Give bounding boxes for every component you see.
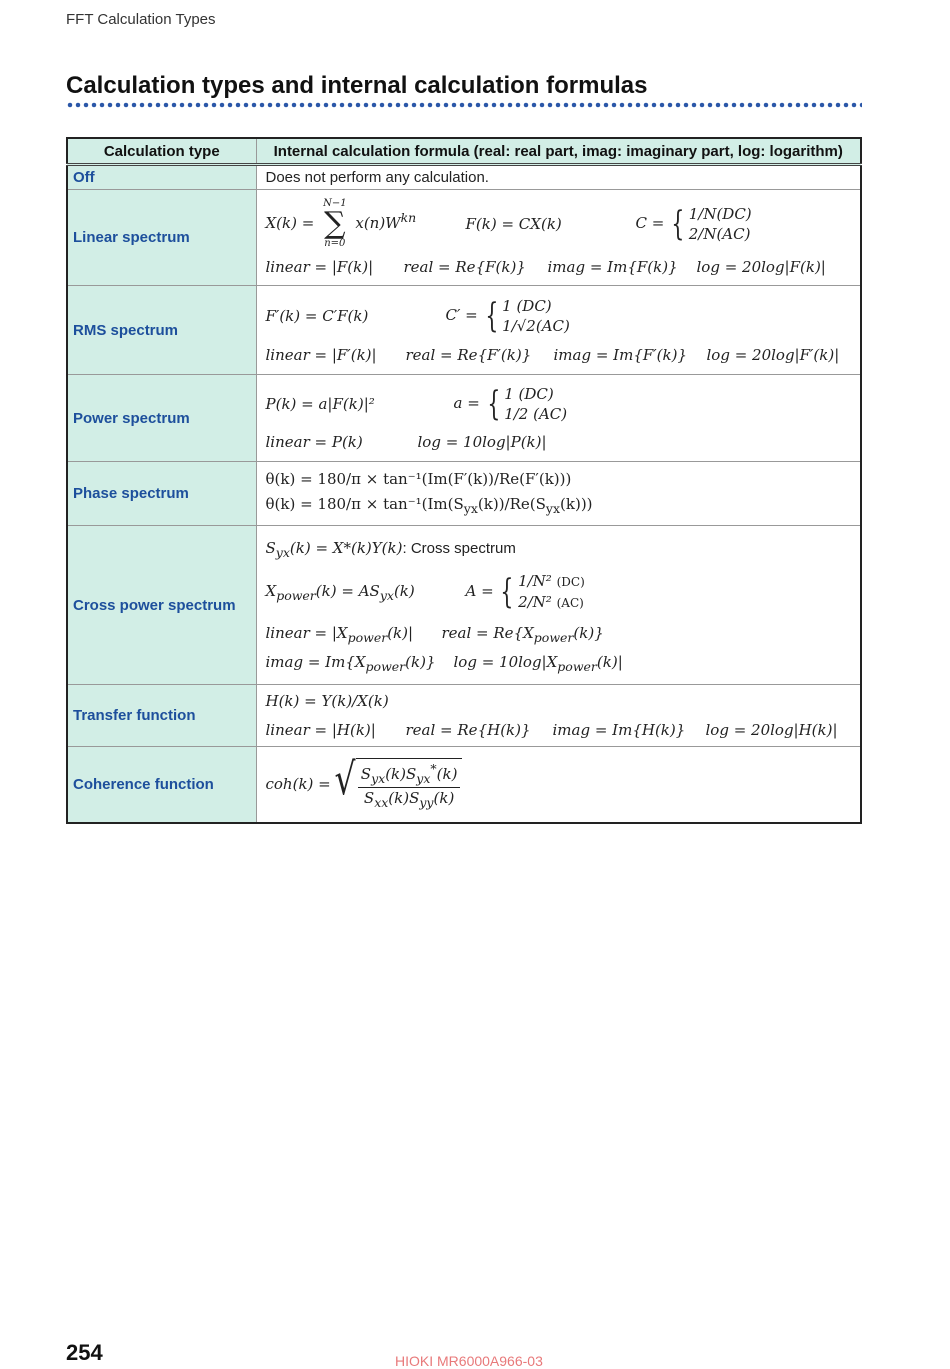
formula-line [266,195,857,253]
dft-formula [266,199,466,249]
math-text: real = Re{X [441,624,534,642]
formula-line [266,253,857,281]
formula-cell [256,375,861,462]
table-header-row [67,138,861,165]
math-text: (k)| [596,653,623,671]
formula-line [265,754,857,811]
math-text [442,624,604,645]
formula-cell [256,747,861,823]
column-header-type: Calculation type [67,138,256,165]
formula-line: H(k) = Y(k)/X(k) [265,691,389,710]
math-text: log = 10log|P(k)| [417,433,547,451]
formula-cell [256,190,861,286]
math-subscript: power [533,630,574,645]
coefficient-c: C = { 1/N(DC) 2/N(AC) [635,203,752,244]
formula-line [266,291,857,341]
document-code: HIOKI MR6000A966-03 [395,1353,543,1369]
type-cell: Off [67,165,256,190]
math-text [266,582,466,603]
math-text: A = [465,582,499,600]
row-phase-spectrum [67,462,861,526]
math-text: (k)} [405,653,436,671]
section-title: Calculation types and internal calculation formulas [66,72,648,99]
math-text: C = [635,213,670,232]
coefficient-a: A = { 1/N² (DC) 2/N² (AC) [465,572,585,612]
type-cell: Cross power spectrum [67,526,256,685]
type-cell: RMS spectrum [67,286,256,375]
formula-cell [256,286,861,375]
math-text: F′(k) = C′F(k) [265,307,369,325]
formula-line [266,341,857,369]
type-cell: Power spectrum [67,375,256,462]
coherence-fraction: $\frac{S_{yx}(k)S_{yx}^*(k)}{S_{xx}(k)S_{yy}(k)}$ [358,761,461,810]
row-rms-spectrum [67,286,861,375]
formula-cell [256,462,861,526]
formula-table [66,137,862,824]
math-text: linear = |X [265,624,348,642]
math-text: C′ = [445,306,483,324]
math-text: X(k) = [265,213,320,232]
math-subscript: yx [379,587,394,603]
math-text: (k) = AS [315,581,380,600]
math-text [266,653,454,674]
math-text: linear = |F(k)| [265,257,374,276]
formula-line [266,492,857,521]
sum-symbol: N−1 ∑ n=0 [323,197,347,249]
math-superscript: kn [400,209,417,225]
math-text: X [265,581,277,600]
case-dc: 1/N(DC) [688,204,752,223]
formula-cell [256,165,861,190]
math-text: linear = |F′(k)| [265,346,377,364]
page-number: 254 [66,1340,103,1365]
coefficient-c-prime: C′ = { 1 (DC) 1/√2(AC) [445,296,570,336]
math-text: log = 20log|F′(k)| [706,346,840,364]
math-text: linear = P(k) [265,433,363,451]
math-text: real = Re{H(k)} [405,721,531,739]
column-header-formula: Internal calculation formula (real: real part, imag: imaginary part, log: logarithm) [256,138,861,165]
math-text: (k) = X*(k)Y(k) [289,539,403,557]
math-subscript: yx [275,545,290,560]
case-ac: 1/2 (AC) [504,405,568,423]
formula-line: θ(k) = 180/π × tan⁻¹(Im(F′(k))/Re(F′(k))) [265,469,572,488]
formula-line [266,564,857,620]
formula-line [266,380,857,428]
math-text: imag = Im{F(k)} [547,257,678,276]
math-text: F(k) = CX(k) [465,214,562,233]
type-cell: Coherence function [67,747,256,823]
row-linear-spectrum [67,190,861,286]
cross-spectrum-note: : Cross spectrum [402,540,516,557]
math-text: imag = Im{H(k)} [552,721,686,739]
math-subscript: power [276,587,316,603]
math-text: S [265,539,276,557]
math-text: coh(k) = [265,775,331,794]
case-dc: 1 (DC) [504,385,554,403]
off-note: Does not perform any calculation. [265,168,489,186]
math-subscript: power [347,630,388,645]
math-text: θ(k) = 180/π × tan⁻¹(Im(S [265,494,464,513]
math-text: x(n)W [355,213,401,232]
sum-upper-limit: N−1 [323,197,347,209]
math-text: log = 20log|F(k)| [696,257,826,276]
sum-lower-limit: n=0 [324,237,346,249]
row-power-spectrum [67,375,861,462]
running-header: FFT Calculation Types [66,11,216,28]
math-subscript: power [557,659,597,674]
math-text: log = 10log|X [453,653,558,671]
math-text: (k))) [560,494,593,513]
math-text: imag = Im{F′(k)} [553,346,688,364]
math-text [266,624,442,645]
row-off [67,165,861,190]
case-dc-label: (DC) [556,575,585,589]
formula-line [266,620,857,649]
formula-line [266,428,857,456]
formula-line [266,716,857,745]
case-ac-label: (AC) [556,596,584,610]
case-ac: 2/N² [518,593,552,611]
math-text: imag = Im{X [265,653,366,671]
math-subscript: yx [463,500,478,516]
math-text: (k))/Re(S [477,494,546,513]
dotted-rule [66,101,862,109]
row-cross-power-spectrum [67,526,861,685]
math-text: (k) [393,581,415,600]
math-text: (k)| [387,624,414,642]
math-text: (k)} [573,624,604,642]
row-transfer-function [67,685,861,747]
math-subscript: yx [545,500,561,516]
math-text: real = Re{F(k)} [403,257,526,276]
type-cell: Linear spectrum [67,190,256,286]
math-subscript: power [365,659,406,674]
math-text: P(k) = a|F(k)|² [265,395,375,413]
coefficient-a: a = { 1 (DC) 1/2 (AC) [453,384,568,424]
formula-line [266,532,857,564]
case-ac: 1/√2(AC) [502,317,570,335]
square-root: √ $\frac{S_{yx}(k)S_{yx}^*(k)}{S_{xx}(k)S_{yy}(k)}$ [331,758,463,810]
type-cell: Phase spectrum [67,462,256,526]
row-coherence-function [67,747,861,823]
math-text: linear = |H(k)| [265,721,376,739]
math-text [454,653,623,674]
formula-line [266,649,857,678]
formula-cell [256,685,861,747]
math-text: log = 20log|H(k)| [705,721,838,739]
math-text: real = Re{F′(k)} [405,346,532,364]
case-dc: 1/N² [518,572,552,590]
case-dc: 1 (DC) [502,297,552,315]
type-cell: Transfer function [67,685,256,747]
formula-cell [256,526,861,685]
case-ac: 2/N(AC) [688,224,751,243]
math-text: a = [453,394,485,412]
